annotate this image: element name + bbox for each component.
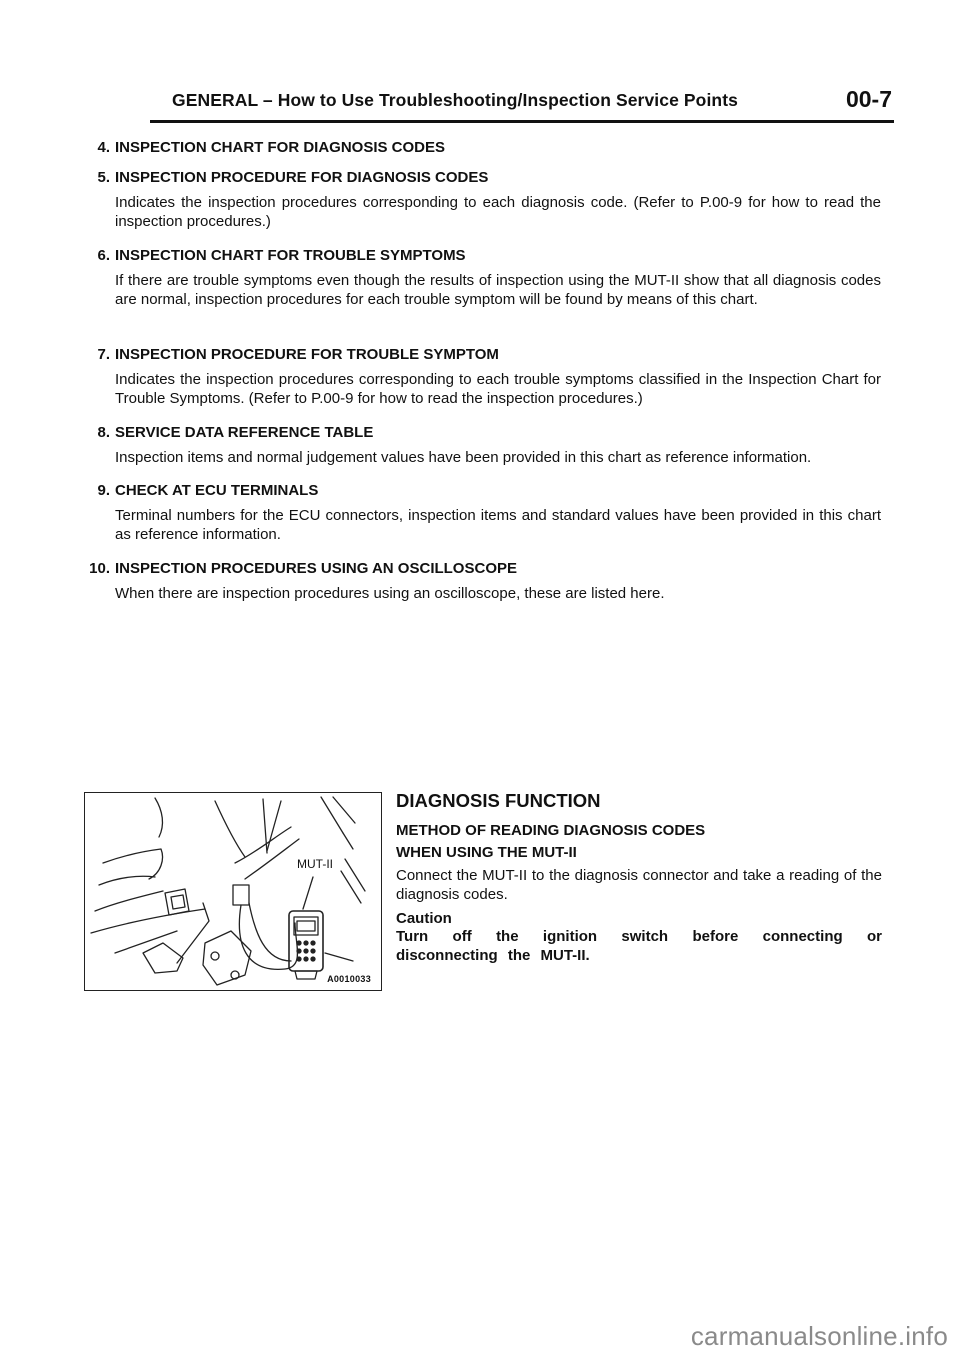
section-heading: CHECK AT ECU TERMINALS — [115, 482, 319, 499]
section-number: 10. — [89, 560, 110, 577]
caution-title: Caution — [396, 910, 452, 927]
section-number: 4. — [97, 139, 110, 156]
section-heading: INSPECTION CHART FOR TROUBLE SYMPTOMS — [115, 247, 466, 264]
section-body: Terminal numbers for the ECU connectors, inspection items and standard values have been provided in this chart as reference information. — [115, 507, 881, 543]
section-number: 5. — [97, 169, 110, 186]
section-body: When there are inspection procedures using an oscilloscope, these are listed here. — [115, 585, 665, 602]
diagnosis-subtitle: METHOD OF READING DIAGNOSIS CODES — [396, 822, 706, 839]
section-number: 9. — [97, 482, 110, 499]
diagnosis-function-section — [396, 790, 882, 965]
section-number: 6. — [97, 247, 110, 264]
section-body: Inspection items and normal judgement values have been provided in this chart as reference information. — [115, 449, 812, 466]
mut-ii-label: MUT-II — [297, 857, 333, 871]
section-body: Indicates the inspection procedures corresponding to each diagnosis code. (Refer to P.00-9 for how to read the inspection procedures.) — [115, 194, 881, 230]
section-number: 7. — [97, 346, 110, 363]
dashboard-connector-drawing — [85, 793, 382, 991]
diagnosis-title: DIAGNOSIS FUNCTION — [396, 790, 601, 811]
caution-body: Turn off the ignition switch before connecting or disconnecting the MUT-II. — [396, 928, 882, 964]
header-title: GENERAL – How to Use Troubleshooting/Inspection Service Points — [172, 90, 738, 110]
section-heading: INSPECTION PROCEDURE FOR TROUBLE SYMPTOM — [115, 346, 499, 363]
page-header — [150, 88, 894, 123]
figure-code: A0010033 — [327, 974, 371, 984]
section-body: If there are trouble symptoms even though the results of inspection using the MUT-II show that all diagnosis codes are normal, inspection procedures for each trouble symptom will be found by means of this chart. — [115, 272, 881, 308]
section-number: 8. — [97, 424, 110, 441]
page-number: 00-7 — [845, 86, 892, 112]
watermark: carmanualsonline.info — [690, 1321, 948, 1351]
section-heading: INSPECTION CHART FOR DIAGNOSIS CODES — [115, 139, 446, 156]
mut-ii-connection-illustration — [84, 792, 382, 991]
section-heading: INSPECTION PROCEDURE FOR DIAGNOSIS CODES — [115, 169, 489, 186]
section-body: Indicates the inspection procedures corresponding to each trouble symptoms classified in the Inspection Chart for Trouble Symptoms. (Refer to P.00-9 for how to read the inspection procedures.) — [115, 371, 881, 407]
section-heading: SERVICE DATA REFERENCE TABLE — [115, 424, 374, 441]
diagnosis-body: Connect the MUT-II to the diagnosis connector and take a reading of the diagnosis codes. — [396, 867, 882, 903]
section-heading: INSPECTION PROCEDURES USING AN OSCILLOSCOPE — [115, 560, 517, 577]
diagnosis-subheading: WHEN USING THE MUT-II — [396, 844, 577, 861]
